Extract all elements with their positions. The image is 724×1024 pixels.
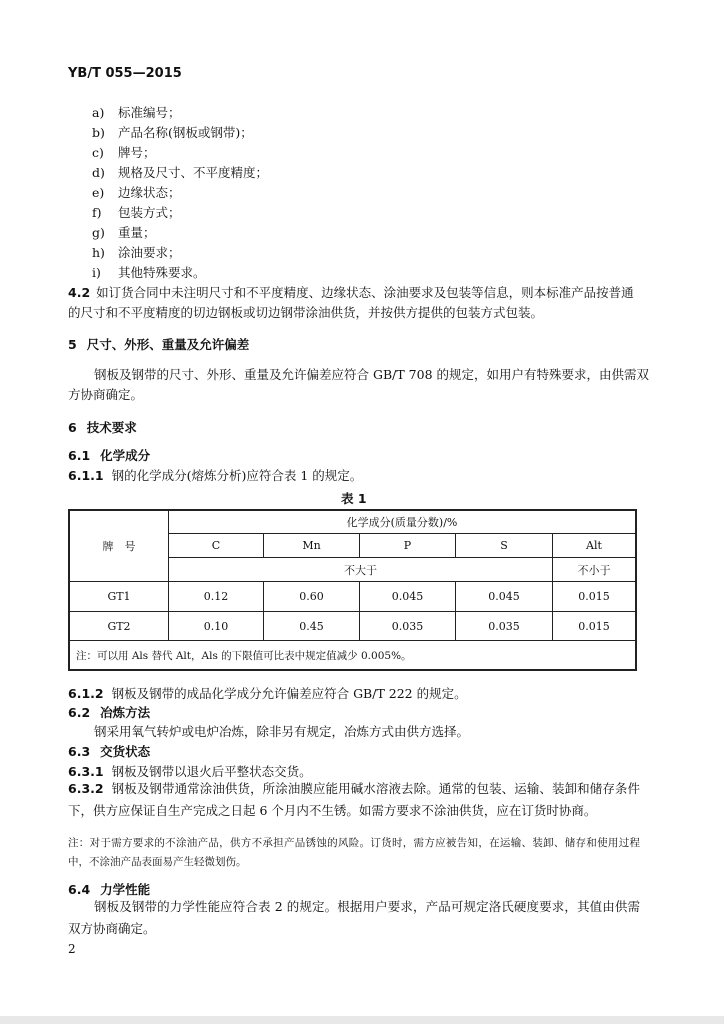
list-item — [92, 143, 156, 161]
section-5-heading — [68, 335, 249, 353]
clause-number: 6.1.1 — [68, 468, 104, 483]
element-header: Mn — [264, 534, 360, 558]
list-item-text: 涂油要求； — [118, 245, 181, 260]
value-cell: 0.035 — [456, 612, 553, 641]
value-cell: 0.045 — [456, 582, 553, 612]
section-6-heading — [68, 418, 137, 436]
list-item-letter: e) — [92, 185, 105, 200]
list-item-text: 包装方式； — [118, 205, 181, 220]
element-header: P — [360, 534, 456, 558]
grade-cell: GT1 — [69, 582, 169, 612]
section-number: 6.1 — [68, 448, 91, 463]
clause-number: 4.2 — [68, 285, 91, 300]
list-item-letter: i) — [92, 265, 101, 280]
para-4-2-text: 如订货合同中未注明尺寸和不平度精度、边缘状态、涂油要求及包装等信息，则本标准产品按普通 — [96, 285, 634, 300]
list-item — [92, 203, 181, 221]
list-item-letter: f) — [92, 205, 102, 220]
list-item-letter: g) — [92, 225, 105, 240]
para-4-2-line2: 的尺寸和不平度精度的切边钢板或切边钢带涂油供货，并按供方提供的包装方式包装。 — [68, 305, 544, 320]
list-item-text: 规格及尺寸、不平度精度； — [118, 165, 269, 180]
value-cell: 0.45 — [264, 612, 360, 641]
section-6-3-heading — [68, 742, 150, 760]
list-item-text: 重量； — [118, 225, 156, 240]
list-item — [92, 263, 206, 281]
table-note: 注：可以用 Als 替代 Alt，Als 的下限值可比表中规定值减少 0.005%。 — [69, 641, 636, 671]
section-number: 5 — [68, 337, 77, 352]
list-item — [92, 123, 253, 141]
section-6-2-heading — [68, 703, 150, 721]
list-item — [92, 243, 181, 261]
table-row — [69, 582, 636, 612]
list-item-text: 牌号； — [118, 145, 156, 160]
section-title: 冶炼方法 — [100, 705, 151, 720]
section-number: 6.4 — [68, 882, 91, 897]
value-cell: 0.035 — [360, 612, 456, 641]
section-number: 6.2 — [68, 705, 91, 720]
clause-number: 6.3.1 — [68, 764, 104, 779]
list-item-text: 标准编号； — [118, 105, 181, 120]
section-5-line1: 钢板及钢带的尺寸、外形、重量及允许偏差应符合 GB/T 708 的规定，如用户有特殊要求，由供需双 — [94, 367, 650, 382]
list-item-letter: b) — [92, 125, 105, 140]
value-cell: 0.12 — [169, 582, 264, 612]
clause-text: 钢板及钢带通常涂油供货，所涂油膜应能用碱水溶液去除。通常的包装、运输、装卸和储存条件下，供方应保证自生产完成之日起 6 个月内不生锈。如需方要求不涂油供货，应在订货时协商。 — [68, 781, 640, 818]
element-header: C — [169, 534, 264, 558]
section-title: 技术要求 — [86, 420, 137, 435]
element-header: Alt — [553, 534, 637, 558]
composition-group-header: 化学成分(质量分数)/% — [169, 510, 637, 534]
standard-code-header: YB/T 055—2015 — [68, 66, 182, 81]
value-cell: 0.10 — [169, 612, 264, 641]
chemical-composition-table — [68, 509, 637, 671]
list-item — [92, 223, 156, 241]
limit-min-label: 不小于 — [553, 558, 637, 582]
list-item-text: 产品名称(钢板或钢带)； — [118, 125, 253, 140]
page-number: 2 — [68, 942, 76, 956]
scan-bottom-edge — [0, 1016, 724, 1024]
clause-number: 6.3.2 — [68, 781, 104, 796]
clause-text: 钢板及钢带的成品化学成分允许偏差应符合 GB/T 222 的规定。 — [111, 686, 467, 701]
para-4-2-line1 — [68, 283, 634, 301]
clause-text: 钢板及钢带以退火后平整状态交货。 — [111, 764, 312, 779]
list-item — [92, 163, 268, 181]
value-cell: 0.015 — [553, 582, 637, 612]
section-title: 化学成分 — [100, 448, 151, 463]
value-cell: 0.045 — [360, 582, 456, 612]
list-item-text: 其他特殊要求。 — [118, 265, 206, 280]
list-item — [92, 183, 181, 201]
section-title: 尺寸、外形、重量及允许偏差 — [86, 337, 250, 352]
section-title: 交货状态 — [100, 744, 151, 759]
section-title: 力学性能 — [100, 882, 151, 897]
note-6-3: 注：对于需方要求的不涂油产品，供方不承担产品锈蚀的风险。订货时，需方应被告知，在运输、装卸、储存和使用过程中，不涂油产品表面易产生轻微划伤。 — [68, 837, 640, 868]
value-cell: 0.015 — [553, 612, 637, 641]
limit-max-label: 不大于 — [169, 558, 553, 582]
clause-6-1-1 — [68, 466, 362, 484]
element-header: S — [456, 534, 553, 558]
section-number: 6.3 — [68, 744, 91, 759]
clause-text: 钢的化学成分(熔炼分析)应符合表 1 的规定。 — [111, 468, 363, 483]
section-5-line2: 方协商确定。 — [68, 387, 144, 402]
grade-header: 牌 号 — [69, 510, 169, 582]
list-item-letter: c) — [92, 145, 104, 160]
value-cell: 0.60 — [264, 582, 360, 612]
table-row — [69, 612, 636, 641]
section-6-1-heading — [68, 446, 150, 464]
section-number: 6 — [68, 420, 77, 435]
list-item-letter: h) — [92, 245, 105, 260]
table-1-caption: 表 1 — [341, 491, 367, 506]
clause-number: 6.1.2 — [68, 686, 104, 701]
list-item-letter: d) — [92, 165, 105, 180]
grade-cell: GT2 — [69, 612, 169, 641]
list-item-text: 边缘状态； — [118, 185, 181, 200]
clause-6-1-2 — [68, 684, 467, 702]
list-item — [92, 103, 181, 121]
list-item-letter: a) — [92, 105, 105, 120]
clause-6-3-2 — [68, 778, 640, 822]
section-6-4-text: 钢板及钢带的力学性能应符合表 2 的规定。根据用户要求，产品可规定洛氏硬度要求，其值由供需双方协商确定。 — [68, 899, 640, 936]
section-6-2-text: 钢采用氧气转炉或电炉冶炼，除非另有规定，冶炼方式由供方选择。 — [94, 724, 470, 739]
